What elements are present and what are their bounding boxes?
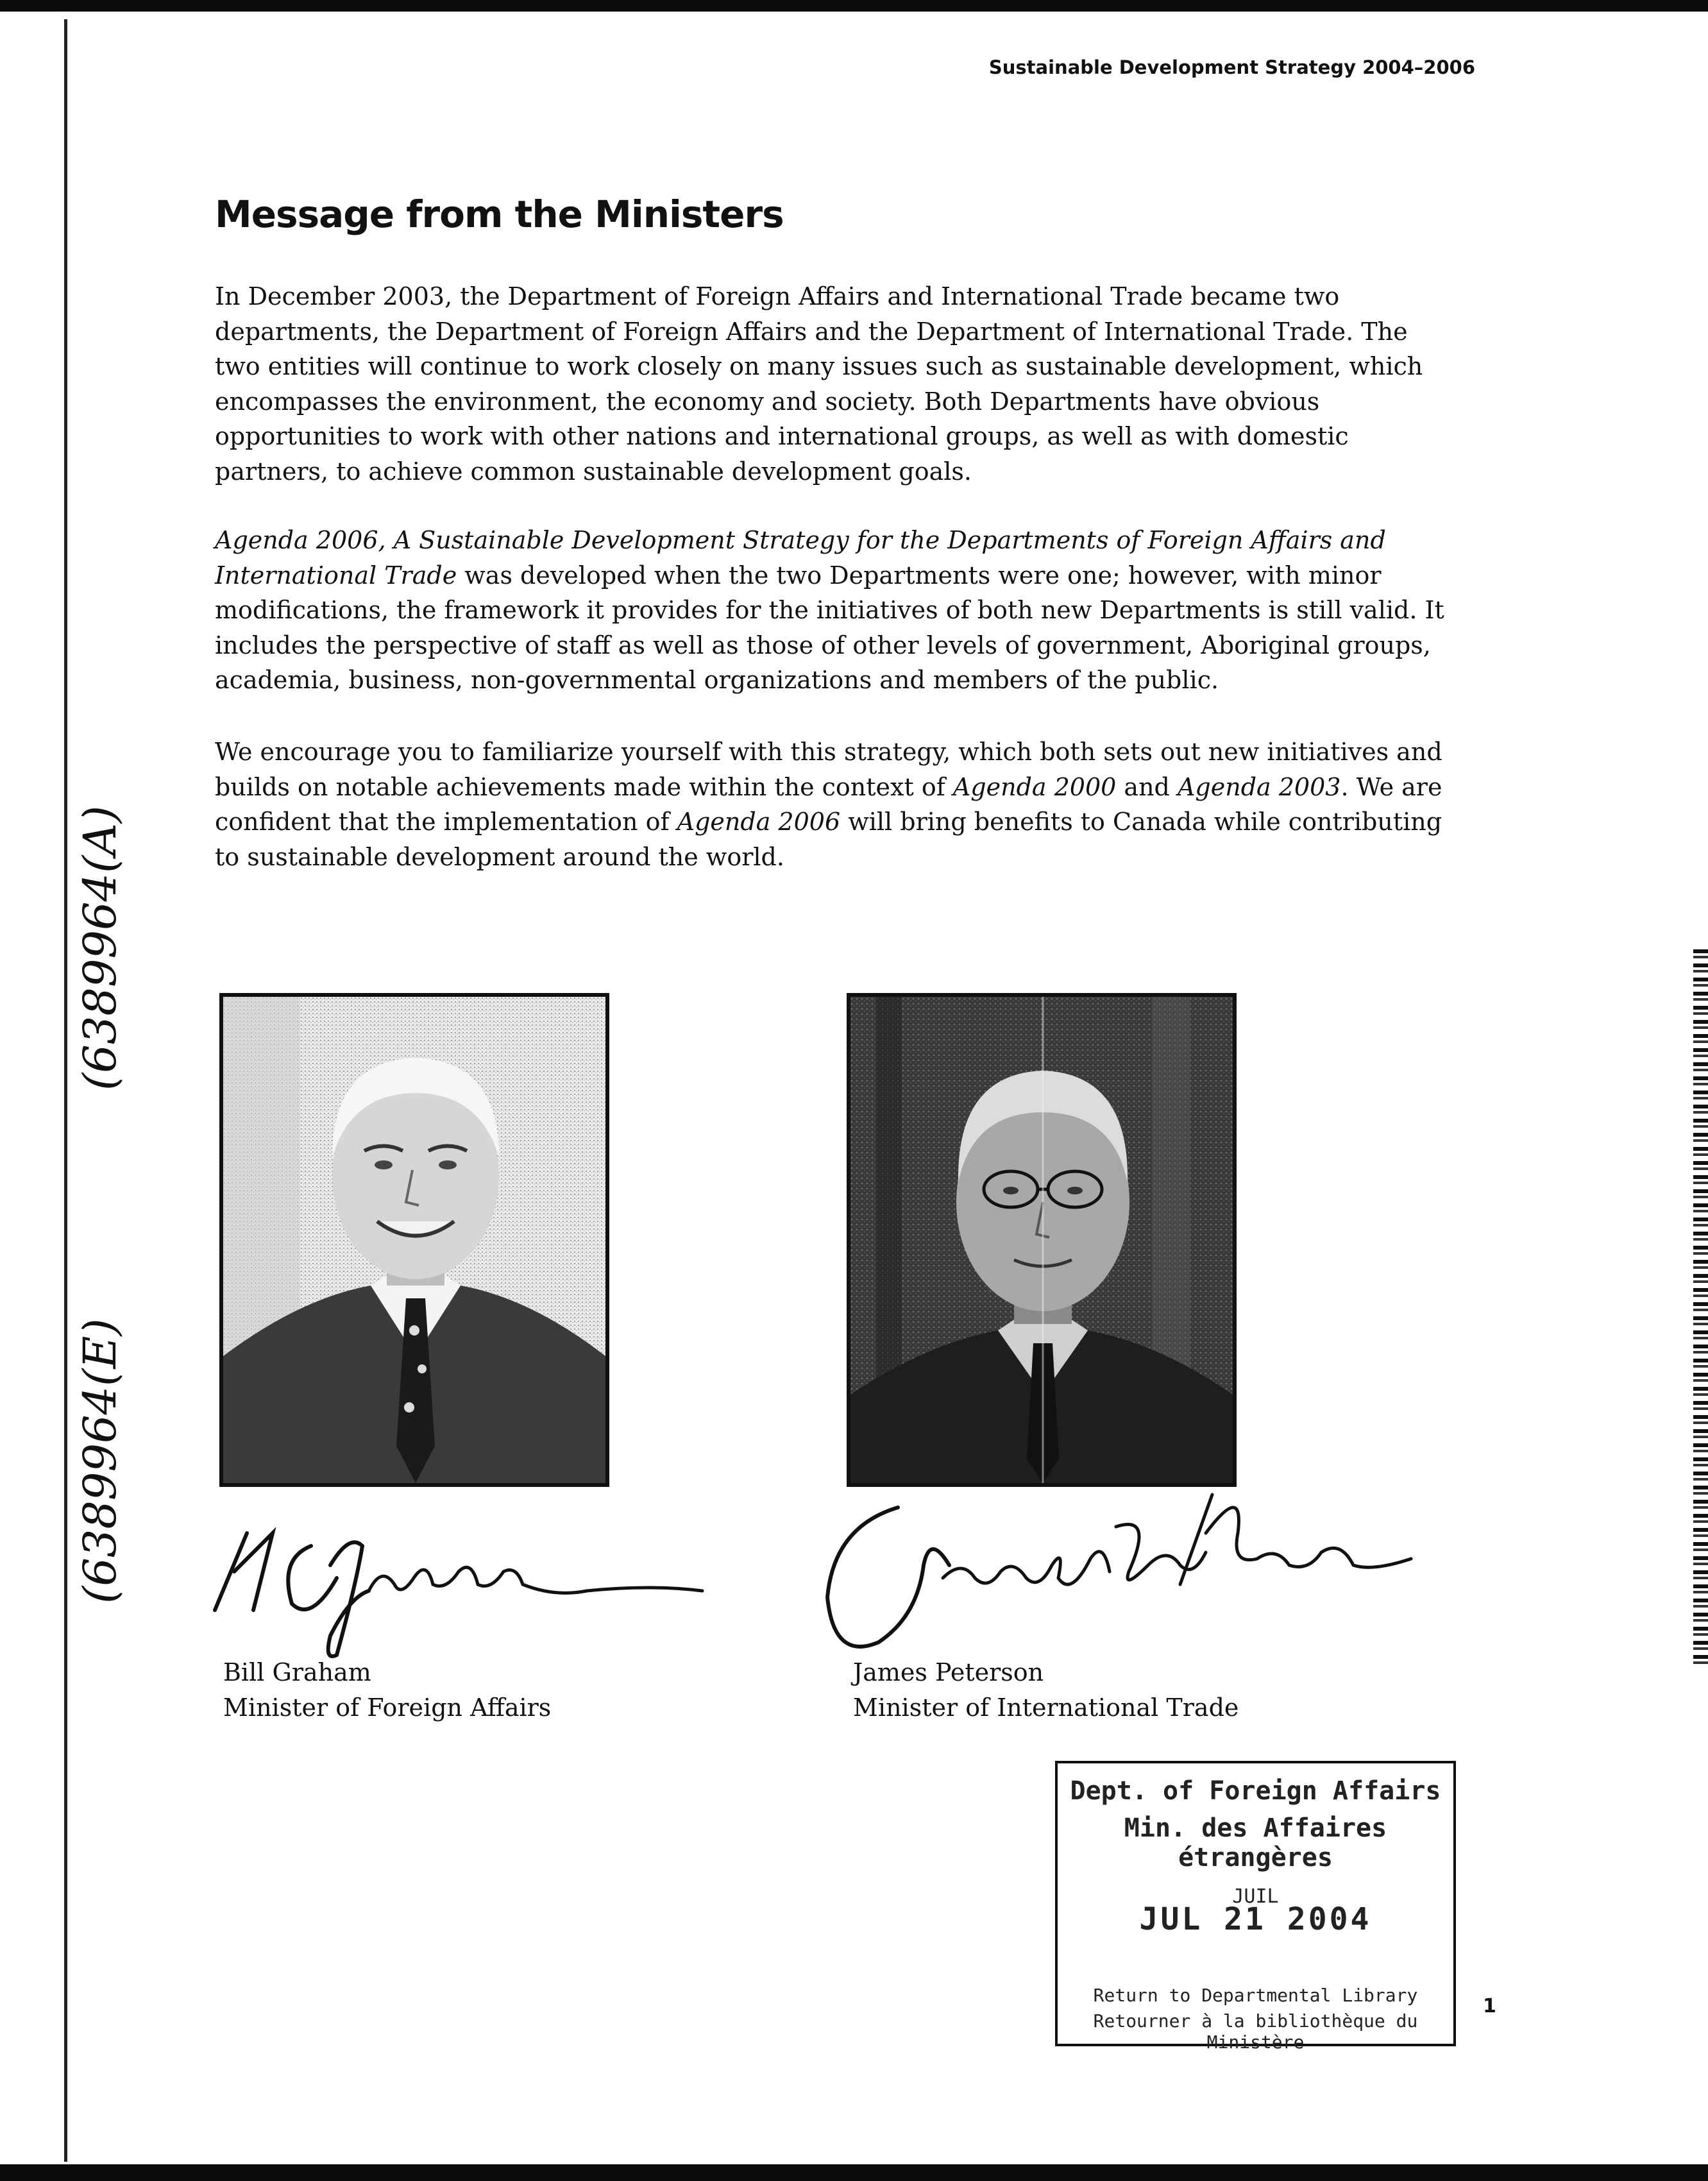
minister-name-1: Bill Graham [223,1658,371,1686]
paragraph-3 [215,734,1456,874]
stamp-date: JUL 21 2004 [1139,1901,1372,1937]
minister-role-1: Minister of Foreign Affairs [223,1693,552,1722]
agenda-title-italic: Agenda 2006, A Sustainable Development Strategy for the Departments of Foreign Affairs and International Trade [215,526,1386,590]
agenda-2000-italic: Agenda 2000 [952,772,1117,801]
scan-border-bottom [0,2164,1708,2181]
stamp-dept-en: Dept. of Foreign Affairs [1070,1776,1441,1806]
paragraph-2 [215,523,1456,698]
handwritten-margin-note-2: (6389964(E) [74,1318,126,1604]
agenda-2003-italic: Agenda 2003 [1177,772,1341,801]
stamp-return-en: Return to Departmental Library [1093,1985,1418,2006]
stamp-dept-fr: Min. des Affaires étrangères [1124,1813,1387,1872]
stamp-return-fr: Retourner à la bibliothèque du Ministère [1093,2010,1418,2053]
signature-bill-graham [202,1495,715,1661]
paragraph-3-text: will bring benefits to Canada while contributing to sustainable development around the world. [215,808,1442,871]
paragraph-3-text: and [1116,772,1178,801]
minister-name-2: James Peterson [853,1658,1044,1686]
scan-border-left [64,19,67,2162]
page-number: 1 [1483,1995,1496,2017]
paragraph-2-body: was developed when the two Departments were one; however, with minor modifications, the framework it provides for the initiatives of both new Departments is still valid. It includes the perspective of staff as well as those of other levels of government, Aboriginal groups, academia, business, non-governmental organizations and members of the public. [215,561,1444,694]
portrait-image [223,997,605,1483]
portrait-image [850,997,1233,1483]
paragraph-3-text: . We are confident that the implementation of [215,772,1442,836]
paragraph-3-text: We encourage you to familiarize yourself with this strategy, which both sets out new initiatives and builds on notable achievements made within the context of [215,738,1442,801]
library-received-stamp [1055,1761,1456,2053]
minister-role-2: Minister of International Trade [853,1693,1239,1722]
paragraph-1: In December 2003, the Department of Foreign Affairs and International Trade became two departments, the Department of Foreign Affairs and the Department of International Trade. The two entities will continue to work closely on many issues such as sustainable development, which encompasses the environment, the economy and society. Both Departments have obvious opportunities to work with other nations and international groups, as well as with domestic partners, to achieve common sustainable development goals. [215,282,1423,486]
page-title: Message from the Ministers [215,192,784,236]
signature-james-peterson [821,1469,1417,1674]
running-head: Sustainable Development Strategy 2004–2006 [988,56,1475,78]
scan-border-top [0,0,1708,12]
portrait-photo-bill-graham [219,993,609,1487]
handwritten-margin-note-1: (6389964(A) [74,805,126,1090]
portrait-photo-james-peterson [847,993,1237,1487]
scan-border-right [1693,949,1708,1668]
agenda-2006-italic: Agenda 2006 [677,808,841,836]
stamp-month-fr: JUIL [1232,1885,1279,1908]
